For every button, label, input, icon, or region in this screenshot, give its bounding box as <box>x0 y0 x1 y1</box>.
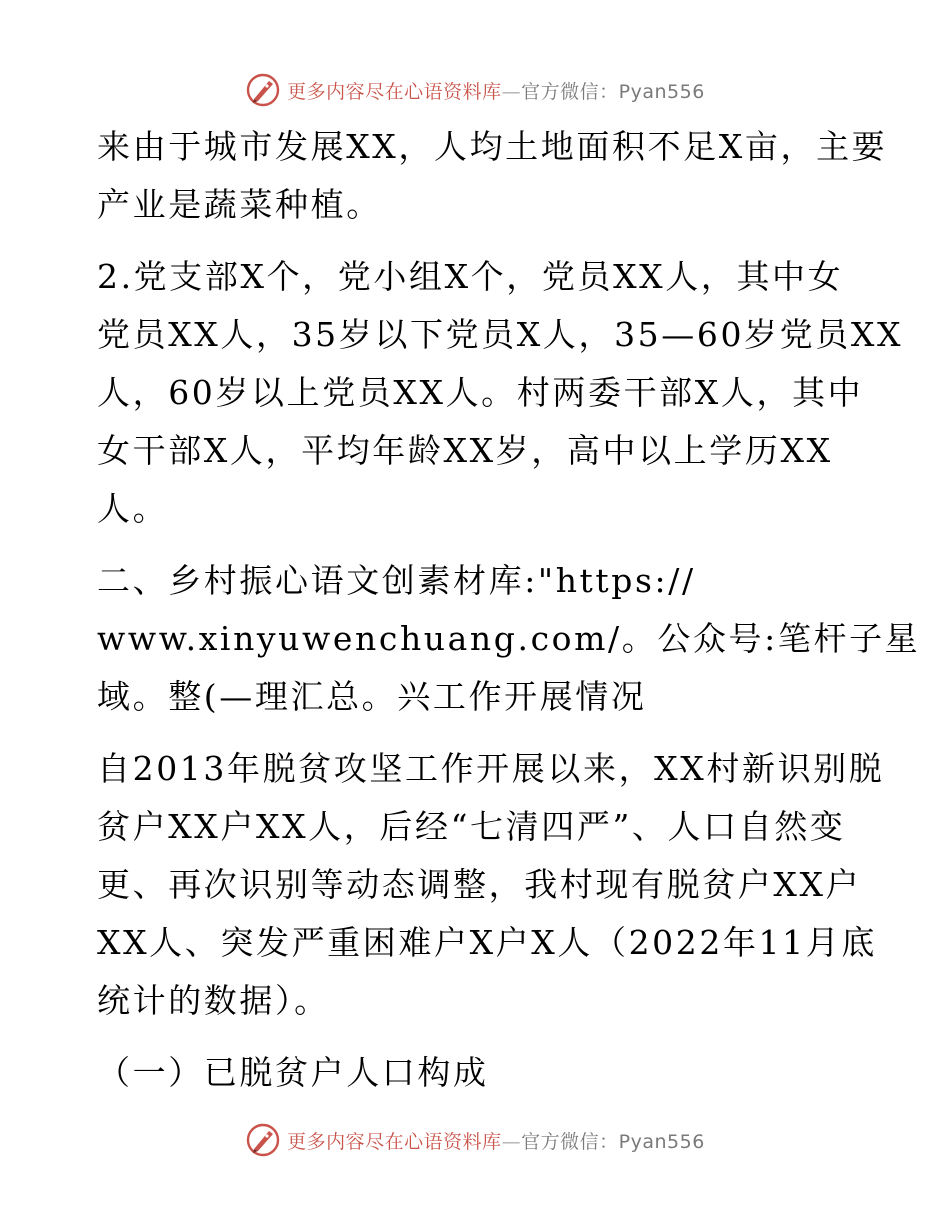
watermark-dash: — <box>501 1130 522 1153</box>
text-line: 更、再次识别等动态调整，我村现有脱贫户XX户 <box>97 865 862 904</box>
text-line: 二、乡村振心语文创素材库:"https:// <box>97 561 696 600</box>
text-line: 2.党支部X个，党小组X个，党员XX人，其中女 <box>97 257 844 296</box>
text-line: 来由于城市发展XX，人均土地面积不足X亩，主要 <box>97 127 888 166</box>
text-line: 产业是蔬菜种植。 <box>97 185 382 224</box>
subsection-heading <box>97 1044 857 1102</box>
watermark-main: 更多内容尽在心语资料库 <box>287 1130 502 1153</box>
text-line: 贫户XX户XX人，后经“七清四严”、人口自然变 <box>97 807 846 846</box>
text-line: 统计的数据）。 <box>97 981 330 1020</box>
footer-watermark <box>0 1118 950 1162</box>
watermark-main: 更多内容尽在心语资料库 <box>287 80 502 103</box>
header-watermark <box>0 68 950 112</box>
text-line: 域。整(—理汇总。兴工作开展情况 <box>97 677 647 716</box>
paragraph-party-branch <box>97 248 904 538</box>
watermark-suffix: 官方微信：Pyan556 <box>521 1130 705 1153</box>
text-line: XX人、突发严重困难户X户X人（2022年11月底 <box>97 923 877 962</box>
document-body <box>97 118 921 1102</box>
text-line: 人，60岁以上党员XX人。村两委干部X人，其中 <box>97 373 864 412</box>
paragraph-land <box>97 118 888 234</box>
text-line: （一）已脱贫户人口构成 <box>97 1053 489 1092</box>
watermark-dash: — <box>501 80 522 103</box>
text-line: 自2013年脱贫攻坚工作开展以来，XX村新识别脱 <box>97 749 885 788</box>
paragraph-section-two-heading <box>97 552 921 726</box>
pen-logo-icon <box>245 1122 281 1158</box>
text-line: 女干部X人，平均年龄XX岁，高中以上学历XX <box>97 431 833 470</box>
watermark-suffix: 官方微信：Pyan556 <box>521 80 705 103</box>
text-line: 党员XX人，35岁以下党员X人，35—60岁党员XX <box>97 315 904 354</box>
watermark-text <box>287 1127 705 1154</box>
pen-logo-icon <box>245 72 281 108</box>
watermark-text <box>287 77 705 104</box>
text-line: www.xinyuwenchuang.com/。公众号:笔杆子星 <box>97 619 921 658</box>
paragraph-poverty-alleviation <box>97 740 885 1030</box>
text-line: 人。 <box>97 489 169 528</box>
